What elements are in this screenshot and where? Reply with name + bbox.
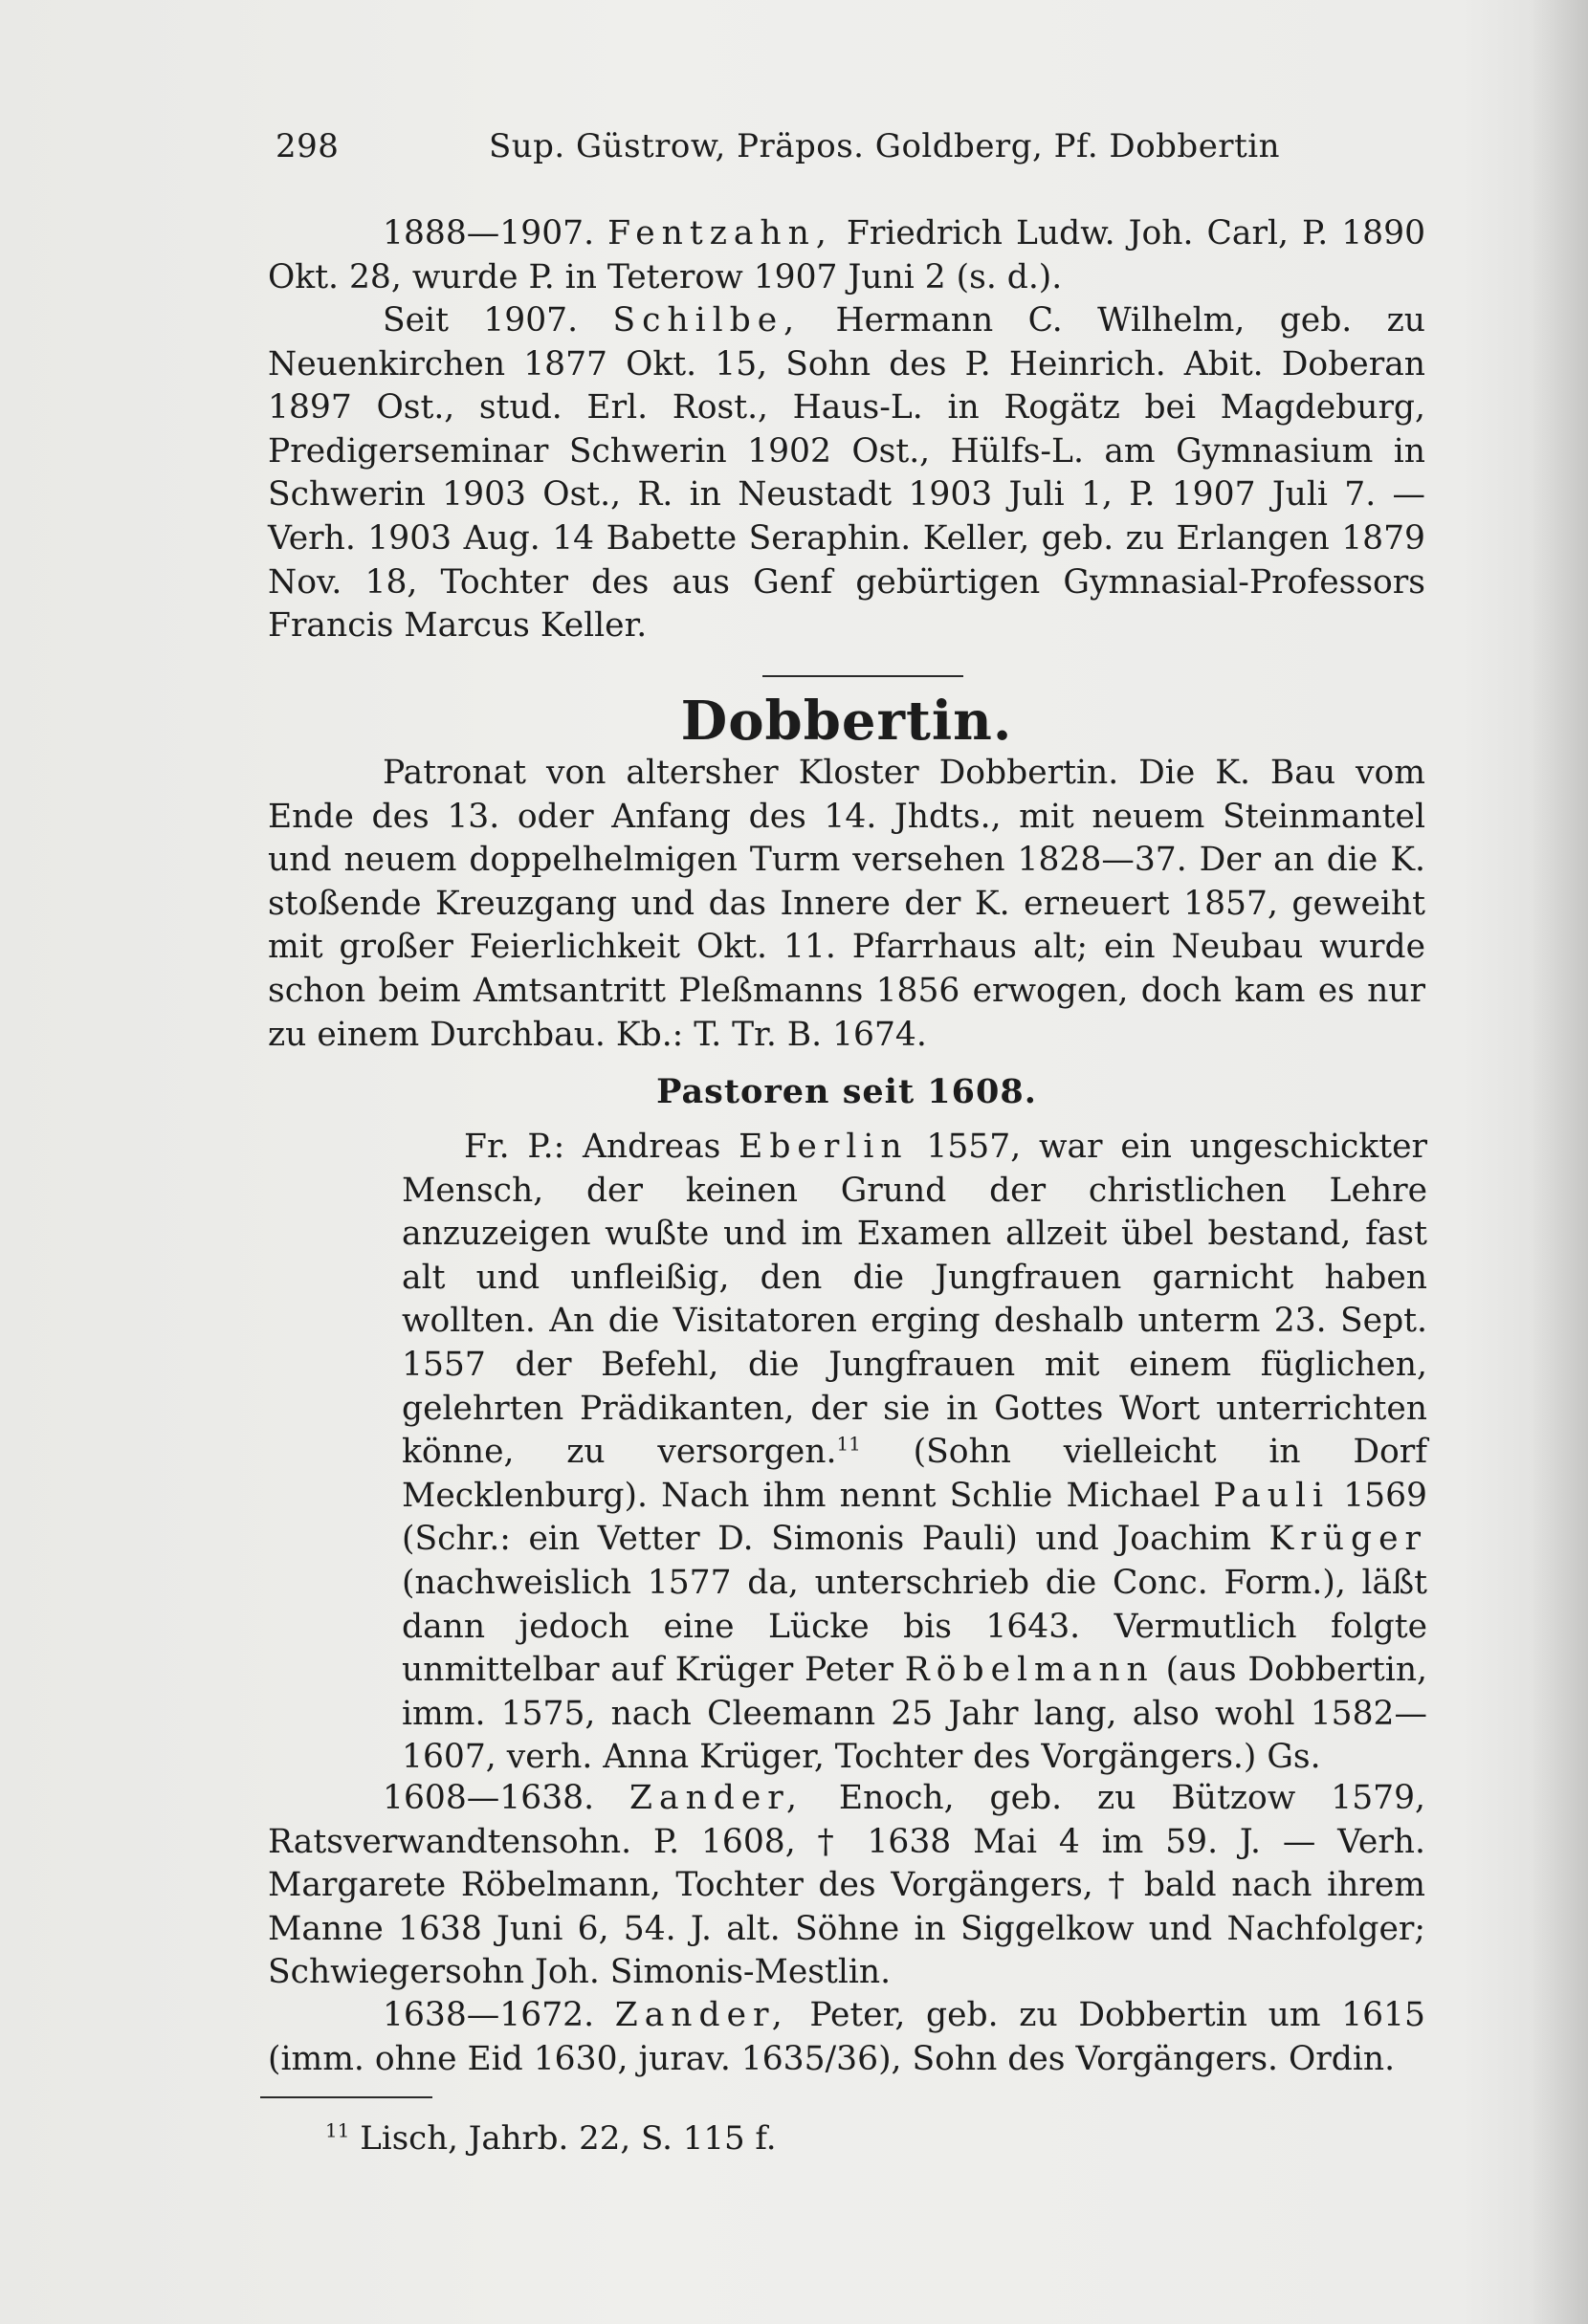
entry-text: Hermann C. Wilhelm, geb. zu Neuenkirchen 1877 Okt. 15, Sohn des P. Heinrich. Abit. Doberan 1897 Ost., stud. Erl. Rost., Haus-L. in Rogätz bei Magdeburg, Predigerseminar Schwerin 1902 Ost., Hülfs-L. am Gymnasium in Schwerin 1903 Ost., R. in Neustadt 1903 Juli 1, P. 1907 Juli 7. — Verh. 1903 Aug. 14 Babette Seraphin. Keller, geb. zu Erlangen 1879 Nov. 18, Tochter des aus Genf gebürtigen Gymnasial-Professors Francis Marcus Keller. [268, 301, 1425, 646]
footnote-text: Lisch, Jahrb. 22, S. 115 f. [360, 2119, 777, 2158]
entry-zander-peter [268, 1994, 1425, 2081]
intro-paragraph: Patronat von altersher Kloster Dobbertin. Die K. Bau vom Ende des 13. oder Anfang des 14. Jhdts., mit neuem Steinmantel und neuem doppelhelmigen Turm versehen 1828—37. Der an die K. stoßende Kreuzgang und das Innere der K. erneuert 1857, geweiht mit großer Feierlichkeit Okt. 11. Pfarrhaus alt; ein Neubau wurde schon beim Amtsantritt Pleßmanns 1856 erwogen, doch kam es nur zu einem Durchbau. Kb.: T. Tr. B. 1674. [268, 754, 1425, 1054]
quote-name: Pauli [1213, 1476, 1331, 1515]
quote-text: 1557, war ein ungeschickter Mensch, der keinen Grund der christlichen Lehre anzuzeigen wußte und im Examen allzeit übel bestand, fast alt und unfleißig, den die Jungfrauen garnicht haben wollten. An die Visitatoren erging deshalb unterm 23. Sept. 1557 der Befehl, die Jungfrauen mit einem füglichen, gelehrten Prädikanten, der sie in Gottes Wort unterrichten könne, zu versorgen. [402, 1128, 1427, 1472]
quote-text: (aus Dobbertin, imm. 1575, nach Cleemann 25 Jahr lang, also wohl 1582—1607, verh. Anna Krüger, Tochter des Vorgängers.) Gs. [402, 1651, 1428, 1777]
running-title: Sup. Güstrow, Präpos. Goldberg, Pf. Dobbertin [488, 127, 1280, 165]
page-number: 298 [276, 127, 340, 165]
entry-text: Peter, geb. zu Dobbertin um 1615 (imm. ohne Eid 1630, jurav. 1635/36), Sohn des Vorgängers. Ordin. [268, 1996, 1426, 2078]
entry-name: Fentzahn, [607, 214, 833, 252]
page-header [276, 122, 1280, 170]
footnote-rule [260, 2096, 432, 2098]
entry-name: Zander, [614, 1996, 789, 2034]
quote-text: (Sohn vielleicht in Dorf Mecklenburg). Nach ihm nennt Schlie Michael [402, 1433, 1428, 1515]
quote-text: 1569 (Schr.: ein Vetter D. Simonis Pauli) und Joachim [402, 1476, 1428, 1559]
section-title: Dobbertin. [680, 690, 1013, 753]
quote-name: Krüger [1268, 1520, 1428, 1559]
entry-schilbe [268, 299, 1425, 648]
quote-text: Fr. P.: Andreas [464, 1128, 721, 1166]
entry-text: Friedrich Ludw. Joh. Carl, P. 1890 Okt. 28, wurde P. in Teterow 1907 Juni 2 (s. d.). [268, 214, 1426, 296]
entry-name: Schilbe, [612, 301, 802, 340]
pastors-subheading: Pastoren seit 1608. [656, 1072, 1037, 1111]
entry-years: 1608—1638. [383, 1779, 595, 1817]
section-divider [762, 675, 963, 677]
footnote-reference[interactable]: 11 [836, 1432, 861, 1456]
footnote [325, 2116, 1378, 2160]
entry-zander-enoch [268, 1777, 1425, 1995]
quote-name: Eberlin [739, 1128, 909, 1166]
entry-text: Enoch, geb. zu Bützow 1579, Ratsverwandtensohn. P. 1608, † 1638 Mai 4 im 59. J. — Verh. Margarete Röbelmann, Tochter des Vorgängers, † bald nach ihrem Manne 1638 Juni 6, 54. J. alt. Söhne in Siggelkow und Nachfolger; Schwiegersohn Joh. Simonis-Mestlin. [268, 1779, 1426, 1992]
entry-name: Zander, [629, 1779, 804, 1817]
entry-years: 1888—1907. [383, 214, 595, 252]
footnote-number: 11 [325, 2118, 350, 2142]
entry-fentzahn [268, 212, 1425, 299]
quote-name: Röbelmann [904, 1651, 1155, 1690]
eberlin-paragraph [402, 1126, 1427, 1780]
page-edge-shadow [1531, 0, 1588, 2324]
entry-years: Seit 1907. [383, 301, 579, 340]
section-intro [268, 752, 1425, 1057]
quote-text: (nachweislich 1577 da, unterschrieb die Conc. Form.), läßt dann jedoch eine Lücke bis 1643. Vermutlich folgte unmittelbar auf Krüger Peter [402, 1563, 1427, 1690]
entry-years: 1638—1672. [383, 1996, 595, 2034]
